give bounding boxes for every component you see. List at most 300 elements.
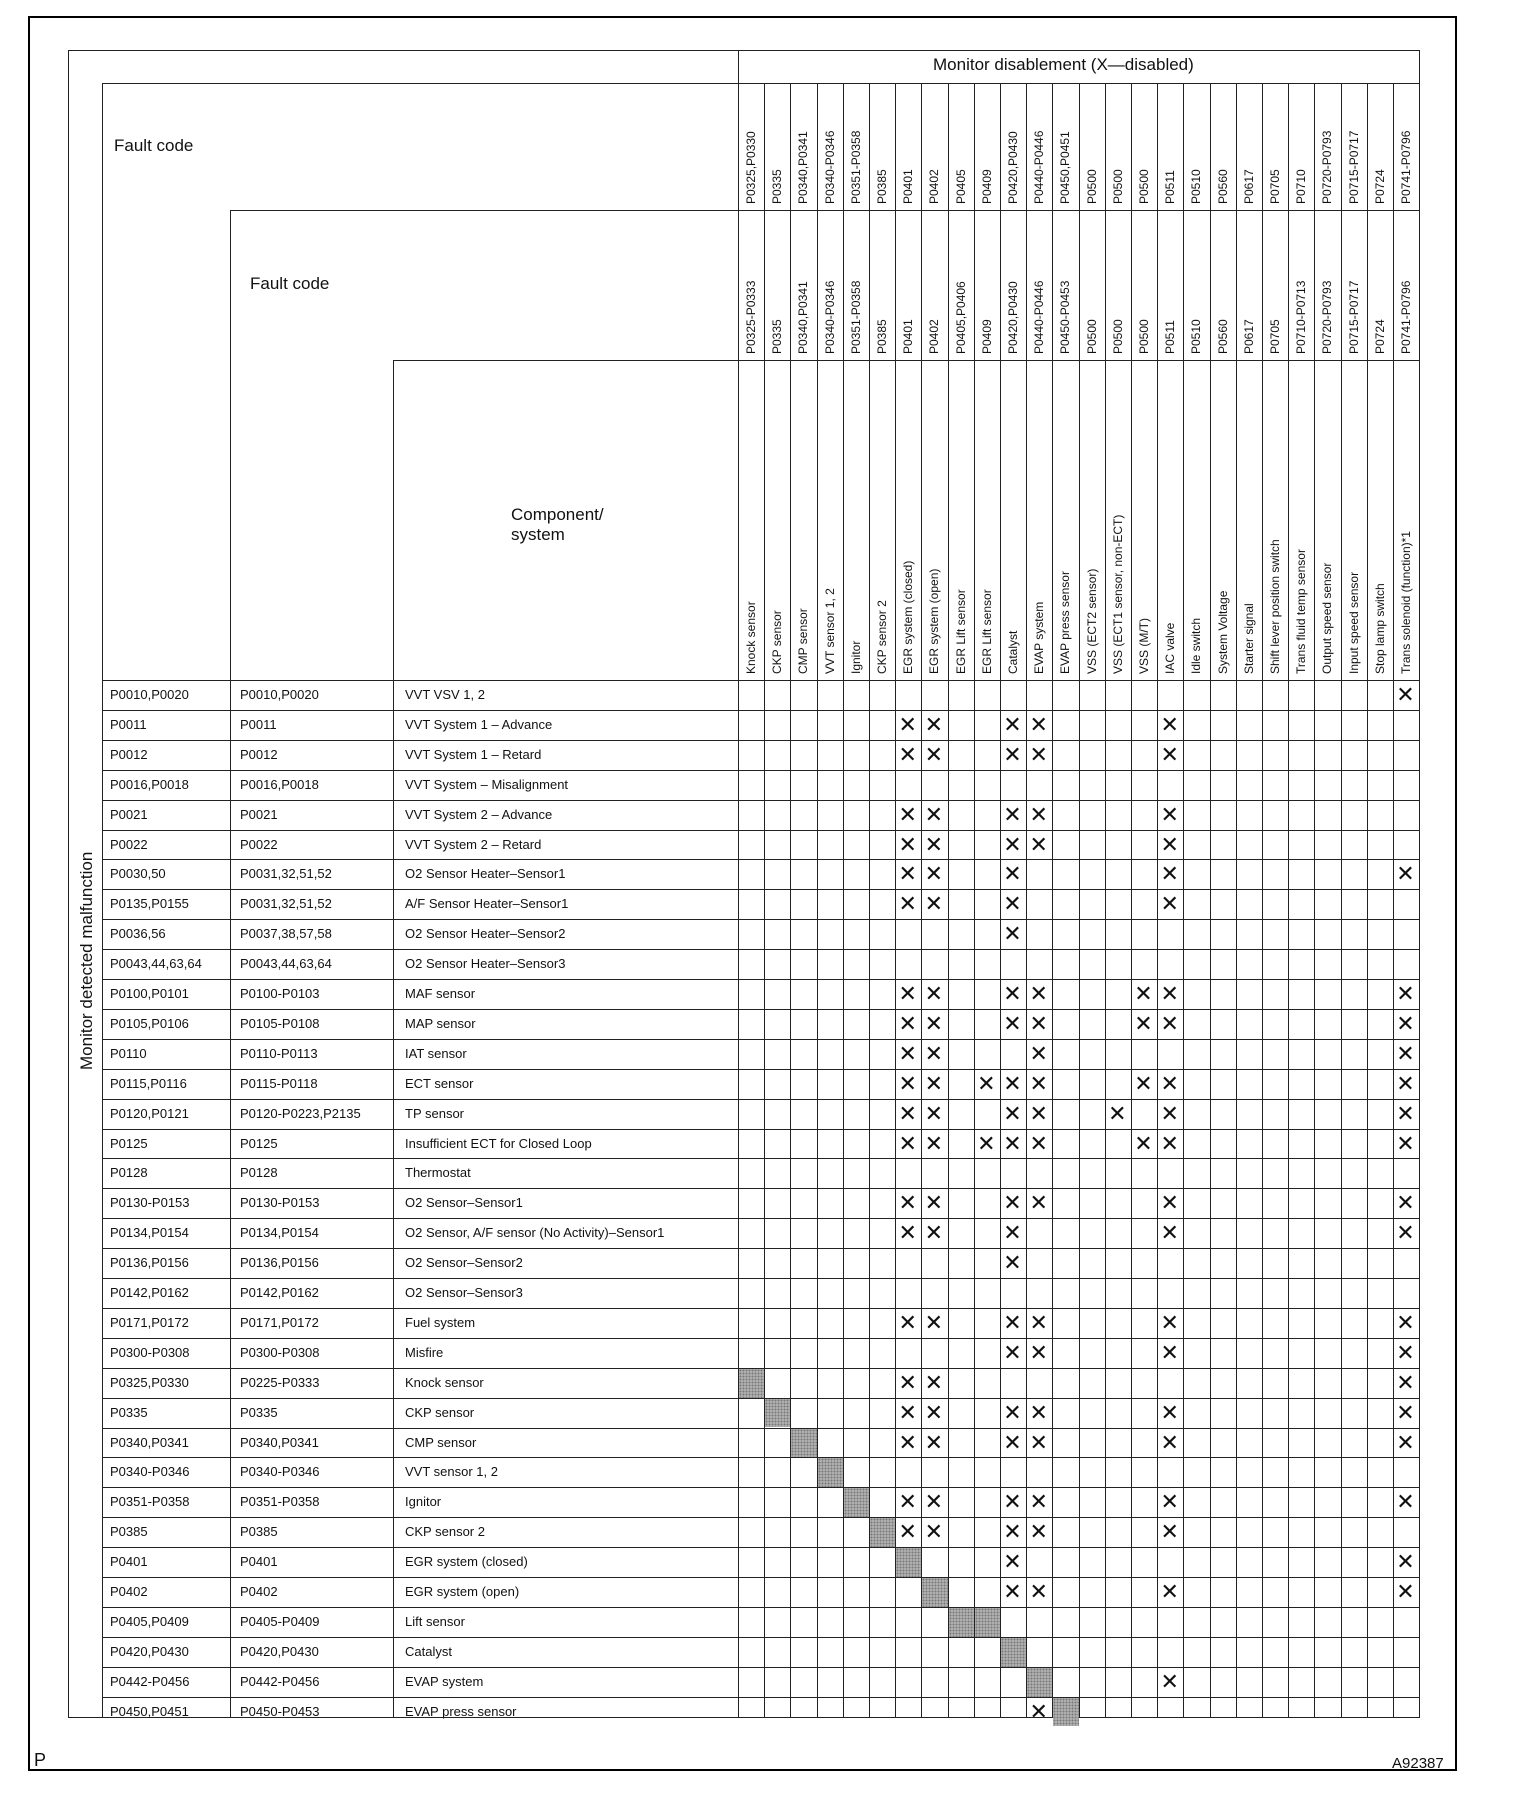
column-code1: P0560 [1215, 169, 1230, 204]
disabled-mark: ✕ [1160, 741, 1179, 767]
disabled-mark: ✕ [898, 1010, 917, 1036]
disabled-mark: ✕ [924, 891, 944, 917]
column-component: VVT sensor 1, 2 [822, 588, 837, 674]
row-component: O2 Sensor–Sensor3 [405, 1285, 523, 1300]
disabled-mark: ✕ [1160, 711, 1179, 737]
column-component: Ignitor [848, 640, 863, 674]
disabled-mark: ✕ [1160, 1429, 1179, 1455]
column-code1: P0385 [875, 169, 889, 204]
disabled-mark: ✕ [1160, 1190, 1179, 1216]
row-line [102, 1338, 1419, 1339]
disabled-mark: ✕ [924, 741, 944, 767]
row-line [102, 1188, 1419, 1189]
row-component: O2 Sensor Heater–Sensor1 [405, 866, 566, 882]
disabled-mark: ✕ [1003, 1130, 1022, 1156]
column-code1: P0405 [953, 169, 968, 204]
row-component: O2 Sensor–Sensor2 [405, 1255, 523, 1271]
row-component: O2 Sensor–Sensor1 [405, 1195, 523, 1211]
row-code1: P0030,50 [110, 866, 166, 882]
row-code1: P0021 [110, 806, 148, 822]
disabled-mark: ✕ [924, 1399, 944, 1425]
disabled-mark: ✕ [924, 711, 944, 737]
disabled-mark: ✕ [898, 891, 917, 917]
row-code2: P0405-P0409 [240, 1613, 320, 1629]
disabled-mark: ✕ [1003, 1190, 1022, 1216]
column-component: Trans solenoid (function)*1 [1399, 531, 1413, 674]
disabled-mark: ✕ [924, 1369, 944, 1395]
disabled-mark: ✕ [1160, 1668, 1179, 1694]
column-code1: P0500 [1137, 169, 1151, 204]
column-component: VSS (M/T) [1137, 618, 1151, 674]
disabled-mark: ✕ [898, 981, 917, 1006]
row-code1: P0300-P0308 [110, 1344, 190, 1360]
column-code2: P0510 [1189, 319, 1204, 354]
shaded-cell [739, 1369, 764, 1398]
matrix-column-line [1314, 83, 1315, 1717]
column-component: CMP sensor [796, 608, 811, 674]
row-code2: P0043,44,63,64 [240, 956, 332, 972]
header-step-line [393, 360, 738, 361]
column-code1: P0705 [1268, 169, 1282, 204]
disabled-mark: ✕ [924, 861, 944, 887]
disabled-mark: ✕ [1134, 1010, 1153, 1036]
shaded-cell [975, 1608, 1000, 1637]
disabled-mark: ✕ [1003, 981, 1022, 1006]
disabled-mark: ✕ [1003, 801, 1022, 827]
header-bottom-line [102, 680, 1419, 681]
column-component: EGR system (closed) [901, 560, 916, 674]
row-code2: P0420,P0430 [240, 1643, 319, 1659]
row-code1: P0171,P0172 [110, 1314, 189, 1330]
disabled-mark: ✕ [1160, 831, 1179, 857]
column-code2: P0385 [875, 319, 889, 354]
disabled-mark: ✕ [1160, 801, 1179, 827]
row-code2: P0136,P0156 [240, 1255, 319, 1271]
disabled-mark: ✕ [1003, 1429, 1022, 1455]
row-component: O2 Sensor, A/F sensor (No Activity)–Sensor1 [405, 1225, 665, 1241]
column-code2: P0500 [1137, 319, 1151, 354]
column-code1: P0402 [927, 169, 942, 204]
monitor-title: Monitor disablement (X—disabled) [933, 55, 1194, 74]
matrix-column-line [764, 83, 765, 1717]
column-code2: P0335 [770, 319, 785, 354]
disabled-mark: ✕ [1003, 1339, 1022, 1365]
column-code2: P0420,P0430 [1006, 281, 1020, 354]
row-code2: P0142,P0162 [240, 1285, 319, 1300]
shaded-cell [765, 1399, 790, 1428]
disabled-mark: ✕ [1396, 682, 1415, 707]
fault-code-label-inner: Fault code [250, 274, 330, 293]
disabled-mark: ✕ [1003, 831, 1022, 857]
disabled-mark: ✕ [898, 1309, 917, 1335]
row-component: A/F Sensor Heater–Sensor1 [405, 896, 569, 912]
disabled-mark: ✕ [924, 1220, 944, 1246]
disabled-mark: ✕ [1396, 861, 1415, 887]
row-component: Knock sensor [405, 1374, 484, 1390]
disabled-mark: ✕ [1029, 981, 1048, 1006]
row-line [102, 859, 1419, 860]
disabled-mark: ✕ [924, 1190, 944, 1216]
disabled-mark: ✕ [1160, 1489, 1179, 1515]
disabled-mark: ✕ [924, 1100, 944, 1126]
disabled-mark: ✕ [1134, 1070, 1153, 1096]
matrix-column-line [1341, 83, 1342, 1717]
matrix-column-line [1183, 83, 1184, 1717]
disabled-mark: ✕ [898, 1190, 917, 1216]
disabled-mark: ✕ [1029, 1010, 1048, 1036]
row-code2: P0401 [240, 1554, 278, 1570]
row-code2: P0021 [240, 806, 278, 822]
row-code1: P0325,P0330 [110, 1374, 189, 1390]
row-code1: P0340-P0346 [110, 1464, 190, 1480]
row-code2: P0442-P0456 [240, 1673, 320, 1689]
row-code2: P0171,P0172 [240, 1314, 319, 1330]
disabled-mark: ✕ [924, 1010, 944, 1036]
column-component: Input speed sensor [1346, 571, 1361, 674]
disabled-mark: ✕ [1160, 1100, 1179, 1126]
row-line [102, 1577, 1419, 1578]
row-code1: P0351-P0358 [110, 1494, 190, 1510]
row-line [102, 1278, 1419, 1279]
row-line [102, 1457, 1419, 1458]
column-code1: P0500 [1084, 169, 1099, 204]
disabled-mark: ✕ [1396, 1549, 1415, 1575]
matrix-column-line [1262, 83, 1263, 1717]
shaded-cell [1001, 1638, 1026, 1667]
column-code2: P0560 [1215, 319, 1230, 354]
row-component: Ignitor [405, 1494, 442, 1510]
row-line [102, 1308, 1419, 1309]
row-line [102, 1398, 1419, 1399]
column-code2: P0351-P0358 [848, 280, 863, 354]
row-line [102, 710, 1419, 711]
column-code1: P0741-P0796 [1399, 130, 1413, 204]
column-code2: P0440-P0446 [1032, 280, 1047, 354]
disabled-mark: ✕ [1029, 1579, 1048, 1604]
header-divider [102, 83, 1419, 84]
matrix-column-line [948, 83, 949, 1717]
disabled-mark: ✕ [898, 1130, 917, 1156]
shaded-cell [870, 1518, 895, 1547]
row-code1: P0128 [110, 1165, 148, 1181]
disabled-mark: ✕ [898, 1399, 917, 1425]
row-code2: P0031,32,51,52 [240, 896, 332, 912]
disabled-mark: ✕ [1396, 1429, 1415, 1455]
table-left-border [68, 50, 69, 1717]
row-code2: P0022 [240, 836, 278, 852]
matrix-column-line [843, 83, 844, 1717]
disabled-mark: ✕ [1396, 1040, 1415, 1066]
column-component: VSS (ECT1 sensor, non-ECT) [1110, 514, 1125, 674]
disabled-mark: ✕ [1003, 1519, 1022, 1545]
row-line [102, 949, 1419, 950]
row-code1: P0136,P0156 [110, 1255, 189, 1271]
row-code1: P0340,P0341 [110, 1434, 189, 1450]
disabled-mark: ✕ [1003, 1399, 1022, 1425]
column-component: EGR system (open) [927, 568, 942, 674]
disabled-mark: ✕ [1003, 1070, 1022, 1096]
row-code1: P0335 [110, 1404, 148, 1420]
disabled-mark: ✕ [1029, 801, 1048, 827]
column-component: Shift lever position switch [1268, 539, 1282, 674]
disabled-mark: ✕ [1029, 1519, 1048, 1545]
disabled-mark: ✕ [1003, 711, 1022, 737]
disabled-mark: ✕ [1029, 1190, 1048, 1216]
disabled-mark: ✕ [1029, 831, 1048, 857]
disabled-mark: ✕ [1029, 1399, 1048, 1425]
row-line [102, 1218, 1419, 1219]
column-code1: P0724 [1372, 169, 1387, 204]
column-code2: P0325-P0333 [744, 280, 758, 354]
column-component: Trans fluid temp sensor [1294, 549, 1309, 674]
row-line [102, 1248, 1419, 1249]
column-code2: P0511 [1163, 320, 1178, 354]
column-component: EVAP system [1032, 601, 1047, 674]
matrix-column-line [1288, 83, 1289, 1717]
column-code2: P0340-P0346 [822, 280, 837, 354]
row-component: Insufficient ECT for Closed Loop [405, 1135, 592, 1151]
disabled-mark: ✕ [1160, 1519, 1179, 1545]
row-component: EGR system (closed) [405, 1554, 528, 1570]
row-code1: P0142,P0162 [110, 1285, 189, 1300]
disabled-mark: ✕ [1134, 981, 1153, 1006]
row-code2: P0012 [240, 746, 278, 762]
row-line [102, 1637, 1419, 1638]
matrix-column-line [1105, 83, 1106, 1717]
row-code2: P0450-P0453 [240, 1703, 320, 1719]
column-code2: P0617 [1241, 319, 1256, 354]
row-code1: P0012 [110, 746, 148, 762]
row-component: ECT sensor [405, 1075, 474, 1091]
shaded-cell [949, 1608, 974, 1637]
disabled-mark: ✕ [1160, 1010, 1179, 1036]
figure-id: A92387 [1392, 1755, 1444, 1772]
disabled-mark: ✕ [1108, 1100, 1127, 1126]
disabled-mark: ✕ [1134, 1130, 1153, 1156]
disabled-mark: ✕ [924, 1519, 944, 1545]
row-line [102, 1039, 1419, 1040]
row-code1: P0016,P0018 [110, 776, 189, 792]
disabled-mark: ✕ [924, 801, 944, 827]
column-code2: P0450-P0453 [1058, 280, 1073, 354]
row-code2: P0300-P0308 [240, 1344, 320, 1360]
column-code2: P0409 [979, 319, 994, 354]
disabled-mark: ✕ [1396, 1339, 1415, 1365]
column-component: Idle switch [1189, 617, 1204, 674]
column-component: EGR Lift sensor [953, 589, 968, 674]
row-line [102, 979, 1419, 980]
shaded-cell [896, 1548, 921, 1577]
disabled-mark: ✕ [924, 1429, 944, 1455]
disabled-mark: ✕ [1160, 891, 1179, 917]
row-line [102, 1517, 1419, 1518]
row-component: EVAP press sensor [405, 1703, 517, 1719]
row-component: VVT System 2 – Advance [405, 806, 553, 822]
row-code2: P0340-P0346 [240, 1464, 320, 1480]
row-code1: P0401 [110, 1554, 148, 1570]
column-line [102, 83, 103, 1717]
shaded-cell [1027, 1668, 1052, 1697]
side-label: Monitor detected malfunction [77, 851, 96, 1070]
row-component: CKP sensor 2 [405, 1524, 485, 1540]
matrix-column-line [869, 83, 870, 1717]
row-code2: P0134,P0154 [240, 1225, 319, 1241]
row-code2: P0011 [240, 716, 277, 732]
disabled-mark: ✕ [924, 1309, 944, 1335]
row-code2: P0385 [240, 1524, 278, 1540]
matrix-column-line [790, 83, 791, 1717]
column-component: EGR Lift sensor [979, 589, 994, 674]
column-component: Stop lamp switch [1372, 583, 1387, 674]
disabled-mark: ✕ [1160, 1399, 1179, 1425]
row-code2: P0010,P0020 [240, 687, 319, 702]
disabled-mark: ✕ [1029, 1339, 1048, 1365]
row-code1: P0420,P0430 [110, 1643, 189, 1659]
disabled-mark: ✕ [1003, 1579, 1022, 1604]
row-code2: P0340,P0341 [240, 1434, 319, 1450]
row-line [102, 1547, 1419, 1548]
column-code1: P0510 [1189, 169, 1204, 204]
column-component: VSS (ECT2 sensor) [1084, 568, 1099, 674]
row-code2: P0105-P0108 [240, 1015, 320, 1031]
column-code2: P0405,P0406 [953, 281, 968, 354]
row-code2: P0351-P0358 [240, 1494, 320, 1510]
table-top-border [68, 50, 1419, 51]
disabled-mark: ✕ [1003, 1309, 1022, 1335]
column-code2: P0705 [1268, 319, 1282, 354]
disabled-mark: ✕ [1029, 711, 1048, 737]
row-line [102, 1009, 1419, 1010]
row-line [102, 1667, 1419, 1668]
column-code1: P0351-P0358 [848, 130, 863, 204]
column-code1: P0511 [1163, 170, 1178, 204]
row-code2: P0225-P0333 [240, 1374, 320, 1390]
column-component: Starter signal [1241, 603, 1256, 674]
disabled-mark: ✕ [924, 1489, 944, 1515]
row-line [102, 770, 1419, 771]
row-code1: P0450,P0451 [110, 1703, 189, 1719]
disabled-mark: ✕ [1029, 1070, 1048, 1096]
disabled-mark: ✕ [1003, 741, 1022, 767]
disabled-mark: ✕ [1396, 981, 1415, 1006]
disabled-mark: ✕ [1160, 1070, 1179, 1096]
disabled-mark: ✕ [1029, 1429, 1048, 1455]
row-component: IAT sensor [405, 1045, 467, 1061]
matrix-column-line [1393, 83, 1394, 1717]
row-component: O2 Sensor Heater–Sensor3 [405, 956, 566, 972]
column-code2: P0741-P0796 [1399, 280, 1413, 354]
row-component: VVT System 1 – Advance [405, 716, 553, 732]
fault-matrix-table [68, 50, 1422, 1724]
column-code1: P0617 [1241, 169, 1256, 204]
disabled-mark: ✕ [1003, 861, 1022, 887]
disabled-mark: ✕ [1003, 1010, 1022, 1036]
row-component: MAP sensor [405, 1015, 476, 1031]
matrix-column-line [1367, 83, 1368, 1717]
row-component: Thermostat [405, 1165, 471, 1181]
column-component: IAC valve [1163, 622, 1178, 674]
disabled-mark: ✕ [1396, 1070, 1415, 1096]
disabled-mark: ✕ [1396, 1010, 1415, 1036]
disabled-mark: ✕ [1003, 921, 1022, 947]
matrix-start-line [738, 50, 739, 1717]
disabled-mark: ✕ [1160, 1339, 1179, 1365]
disabled-mark: ✕ [1396, 1190, 1415, 1216]
column-component: Output speed sensor [1320, 562, 1335, 674]
disabled-mark: ✕ [1003, 1250, 1022, 1276]
column-component: System Voltage [1215, 590, 1230, 674]
row-code2: P0335 [240, 1404, 278, 1420]
row-line [102, 1069, 1419, 1070]
row-line [102, 1487, 1419, 1488]
disabled-mark: ✕ [1160, 1220, 1179, 1246]
shaded-cell [844, 1488, 869, 1517]
row-code1: P0385 [110, 1524, 148, 1540]
column-component: CKP sensor [770, 610, 785, 674]
disabled-mark: ✕ [1396, 1220, 1415, 1246]
matrix-column-line [1236, 83, 1237, 1717]
disabled-mark: ✕ [898, 861, 917, 887]
column-code1: P0500 [1110, 169, 1125, 204]
disabled-mark: ✕ [898, 1040, 917, 1066]
disabled-mark: ✕ [1003, 1220, 1022, 1246]
row-line [102, 889, 1419, 890]
disabled-mark: ✕ [1029, 741, 1048, 767]
row-code2: P0031,32,51,52 [240, 866, 332, 882]
row-code1: P0405,P0409 [110, 1613, 189, 1629]
row-line [102, 1099, 1419, 1100]
table-right-border [1419, 50, 1420, 1718]
column-component: Knock sensor [744, 601, 758, 674]
row-code2: P0016,P0018 [240, 776, 319, 792]
row-code2: P0128 [240, 1165, 278, 1181]
disabled-mark: ✕ [898, 1429, 917, 1455]
row-code1: P0110 [110, 1045, 147, 1061]
row-code2: P0402 [240, 1584, 278, 1599]
disabled-mark: ✕ [1396, 1579, 1415, 1604]
disabled-mark: ✕ [1029, 1130, 1048, 1156]
disabled-mark: ✕ [898, 1519, 917, 1545]
disabled-mark: ✕ [1029, 1489, 1048, 1515]
row-code1: P0036,56 [110, 926, 166, 942]
row-component: VVT VSV 1, 2 [405, 687, 485, 702]
shaded-cell [818, 1458, 843, 1487]
disabled-mark: ✕ [1160, 1309, 1179, 1335]
row-component: VVT sensor 1, 2 [405, 1464, 498, 1480]
row-code1: P0125 [110, 1135, 148, 1151]
disabled-mark: ✕ [898, 1489, 917, 1515]
row-code1: P0442-P0456 [110, 1673, 190, 1689]
row-line [102, 919, 1419, 920]
corner-letter: P [34, 1750, 47, 1770]
disabled-mark: ✕ [1003, 1100, 1022, 1126]
column-code1: P0710 [1294, 169, 1309, 204]
disabled-mark: ✕ [898, 1100, 917, 1126]
disabled-mark: ✕ [1029, 1100, 1048, 1126]
matrix-column-line [1079, 83, 1080, 1717]
column-code1: P0325,P0330 [744, 131, 758, 204]
column-code2: P0401 [901, 319, 916, 354]
disabled-mark: ✕ [1396, 1100, 1415, 1126]
matrix-column-line [974, 83, 975, 1717]
row-code2: P0110-P0113 [240, 1045, 318, 1061]
disabled-mark: ✕ [924, 981, 944, 1006]
disabled-mark: ✕ [1029, 1040, 1048, 1066]
row-component: Lift sensor [405, 1613, 465, 1629]
column-code1: P0450,P0451 [1058, 131, 1073, 204]
row-code1: P0135,P0155 [110, 896, 189, 912]
row-code1: P0115,P0116 [110, 1075, 187, 1091]
